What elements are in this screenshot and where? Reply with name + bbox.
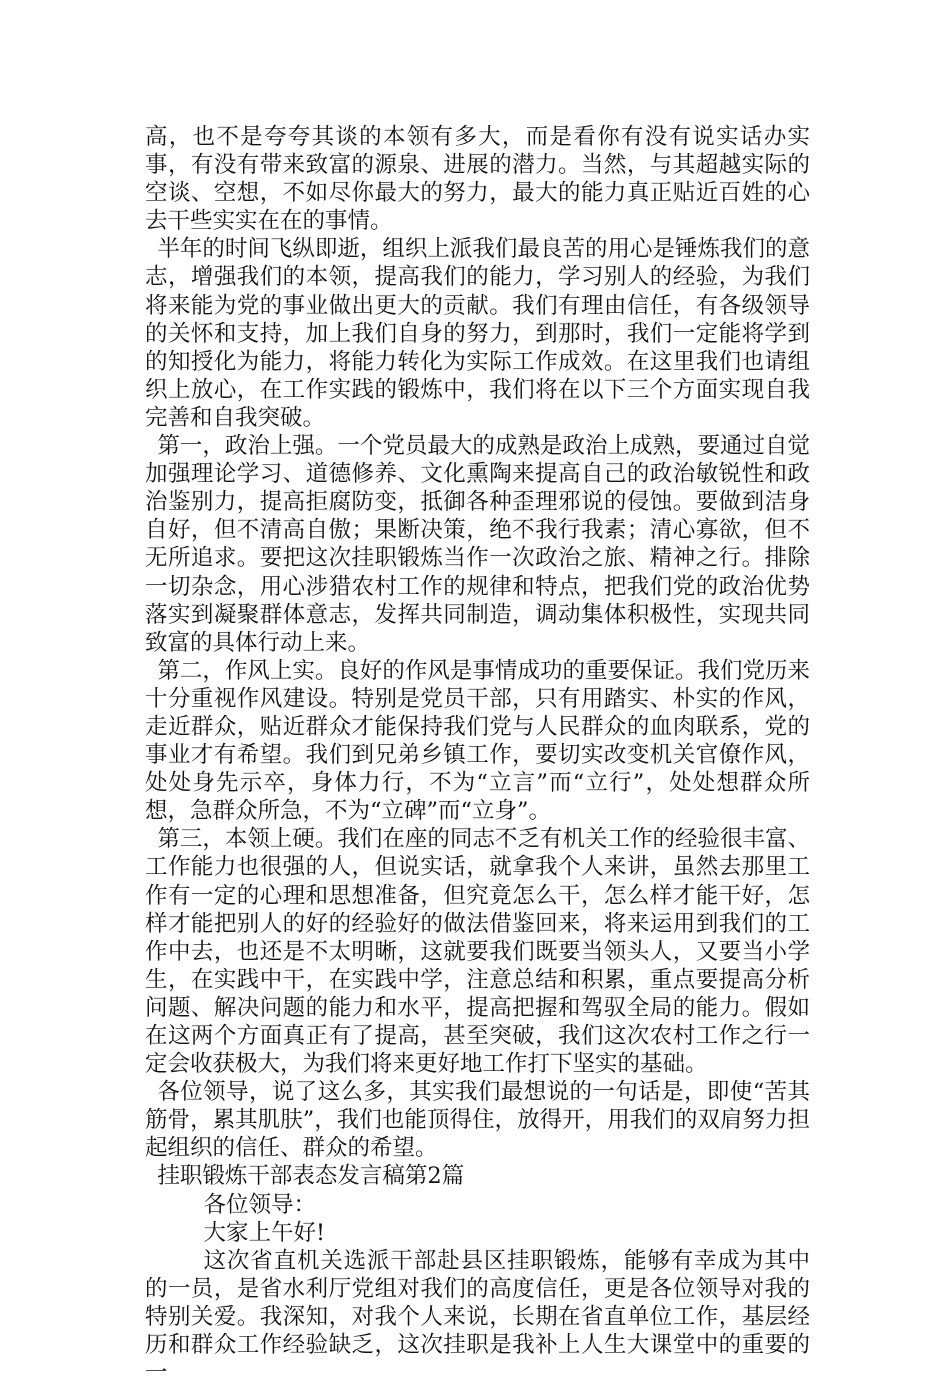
document-body [145, 123, 810, 1387]
paragraph-introduction: 这次省直机关选派干部赴县区挂职锻炼，能够有幸成为其中的一员，是省水利厅党组对我们的高度信任，更是各位领导对我的特别关爱。我深知，对我个人来说，长期在省直单位工作，基层经历和群众工作经验缺乏，这次挂职是我补上人生大课堂中的重要的一 [145, 1247, 810, 1387]
paragraph-continuation: 高，也不是夸夸其谈的本领有多大，而是看你有没有说实话办实事，有没有带来致富的源泉、进展的潜力。当然，与其超越实际的空谈、空想，不如尽你最大的努力，最大的能力真正贴近百姓的心去干些实实在在的事情。 [145, 124, 810, 235]
paragraph-point-three-skills: 第三，本领上硬。我们在座的同志不乏有机关工作的经验很丰富、工作能力也很强的人，但说实话，就拿我个人来讲，虽然去那里工作有一定的心理和思想准备，但究竟怎么干，怎么样才能干好，怎样才能把别人的好的经验好的做法借鉴回来，将来运用到我们的工作中去，也还是不太明晰，这就要我们既要当领头人，又要当小学生，在实践中干，在实践中学，注意总结和积累，重点要提高分析问题、解决问题的能力和水平，提高把握和驾驭全局的能力。假如在这两个方面真正有了提高，甚至突破，我们这次农村工作之行一定会收获极大，为我们将来更好地工作打下坚实的基础。 [145, 826, 810, 1078]
section-heading: 挂职锻炼干部表态发言稿第2篇 [157, 1163, 465, 1190]
paragraph-point-two-style: 第二，作风上实。良好的作风是事情成功的重要保证。我们党历来十分重视作风建设。特别是党员干部，只有用踏实、朴实的作风，走近群众，贴近群众才能保持我们党与人民群众的血肉联系，党的事业才有希望。我们到兄弟乡镇工作，要切实改变机关官僚作风，处处身先示卒，身体力行，不为“立言”而“立行”，处处想群众所想，急群众所急，不为“立碑”而“立身”。 [145, 657, 810, 825]
greeting: 大家上午好! [203, 1219, 326, 1246]
salutation: 各位领导： [203, 1191, 317, 1218]
paragraph-closing: 各位领导，说了这么多，其实我们最想说的一句话是，即使“苦其筋骨，累其肌肤”，我们也能顶得住，放得开，用我们的双肩努力担起组织的信任、群众的希望。 [145, 1079, 810, 1162]
paragraph-point-one-politics: 第一，政治上强。一个党员最大的成熟是政治上成熟，要通过自觉加强理论学习、道德修养、文化熏陶来提高自己的政治敏锐性和政治鉴别力，提高拒腐防变，抵御各种歪理邪说的侵蚀。要做到洁身自好，但不清高自傲；果断决策，绝不我行我素；清心寡欲，但不无所追求。要把这次挂职锻炼当作一次政治之旅、精神之行。排除一切杂念，用心涉猎农村工作的规律和特点，把我们党的政治优势落实到凝聚群体意志，发挥共同制造，调动集体积极性，实现共同致富的具体行动上来。 [145, 433, 810, 656]
paragraph-half-year: 半年的时间飞纵即逝，组织上派我们最良苦的用心是锤炼我们的意志，增强我们的本领，提高我们的能力，学习别人的经验，为我们将来能为党的事业做出更大的贡献。我们有理由信任，有各级领导的关怀和支持，加上我们自身的努力，到那时，我们一定能将学到的知授化为能力，将能力转化为实际工作成效。在这里我们也请组织上放心，在工作实践的锻炼中，我们将在以下三个方面实现自我完善和自我突破。 [145, 236, 810, 431]
